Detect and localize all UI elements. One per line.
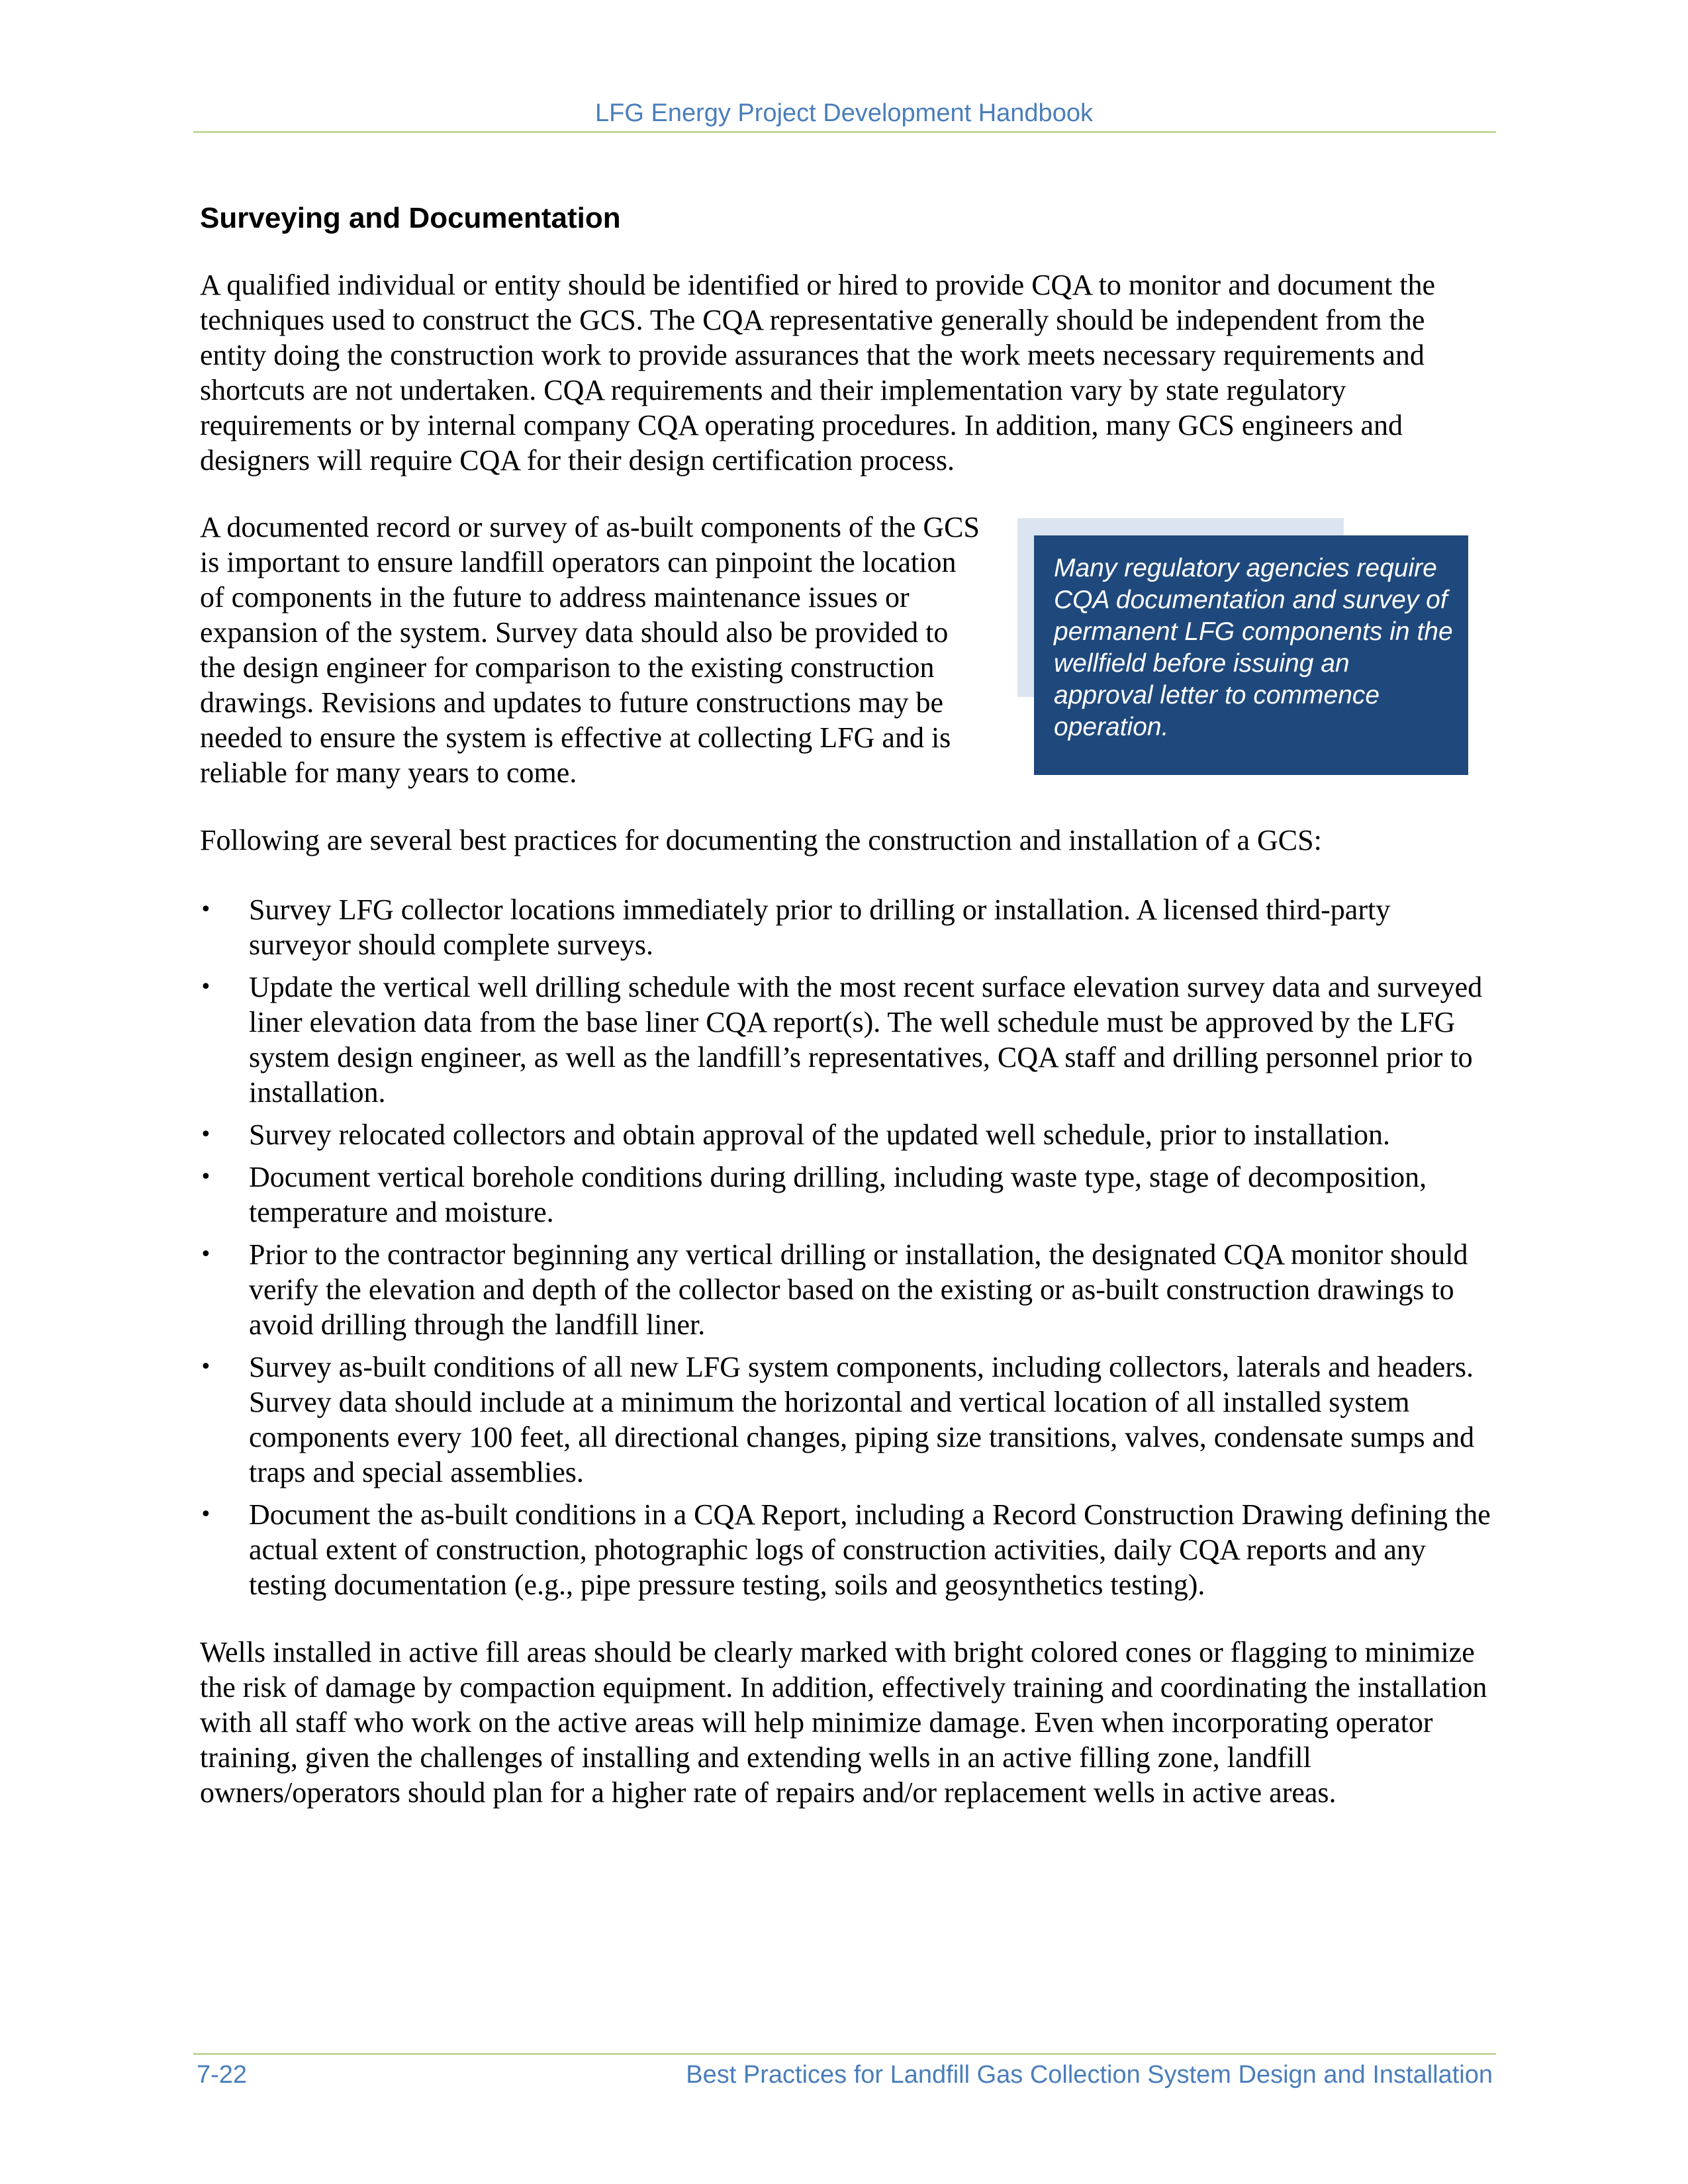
best-practices-list [200,892,1497,1610]
callout-box [1034,535,1468,775]
body-paragraph-2: A documented record or survey of as-built components of the GCS is important to ensure landfill operators can pinpoint the location of components in the future to address maintenance issues or expansion of the system. Survey data should also be provided to the design engineer for comparison to the existing construction drawings. Revisions and updates to future constructions may be needed to ensure the system is effective at collecting LFG and is reliable for many years to come. [200,511,980,789]
section-heading: Surveying and Documentation [200,202,621,234]
bullet-icon: • [200,1355,212,1379]
bullet-icon: • [200,1243,212,1266]
bullet-icon: • [200,1123,212,1146]
body-paragraph-1: A qualified individual or entity should be identified or hired to provide CQA to monitor and document the techniques used to construct the GCS. The CQA representative generally should be independent from the entity doing the construction work to provide assurances that the work meets necessary requirements and shortcuts are not undertaken. CQA requirements and their implementation vary by state regulatory requirements or by internal company CQA operating procedures. In addition, many GCS engineers and designers will require CQA for their design certification process. [200,269,1436,477]
list-item [200,892,1497,962]
list-item-text: Survey LFG collector locations immediately prior to drilling or installation. A licensed third-party surveyor should complete surveys. [249,893,1391,961]
body-paragraph-4: Wells installed in active fill areas should be clearly marked with bright colored cones or flagging to minimize the risk of damage by compaction equipment. In addition, effectively training and coordinating the installation with all staff who work on the active areas will help minimize damage. Even when incorporating operator training, given the challenges of installing and extending wells in an active filling zone, landfill owners/operators should plan for a higher rate of repairs and/or replacement wells in active areas. [200,1636,1487,1809]
page-number: 7-22 [197,2061,248,2089]
list-item [200,970,1497,1110]
list-item [200,1117,1497,1152]
header-divider [193,131,1496,133]
list-item-text: Prior to the contractor beginning any vertical drilling or installation, the designated CQA monitor should verify the elevation and depth of the collector based on the existing or as-built construction drawings to avoid drilling through the landfill liner. [249,1238,1468,1341]
bullet-icon: • [200,1165,212,1189]
footer-document-title: Best Practices for Landfill Gas Collection System Design and Installation [686,2061,1493,2089]
callout-text: Many regulatory agencies require CQA documentation and survey of permanent LFG components in the wellfield before issuing an approval letter to commence operation. [1054,554,1453,741]
list-item-text: Document vertical borehole conditions during drilling, including waste type, stage of decomposition, temperature and moisture. [249,1161,1427,1228]
list-item [200,1237,1497,1342]
list-item-text: Update the vertical well drilling schedule with the most recent surface elevation survey data and surveyed liner elevation data from the base liner CQA report(s). The well schedule must be approved by the LFG system design engineer, as well as the landfill’s representatives, CQA staff and drilling personnel prior to installation. [249,971,1483,1109]
bullet-icon: • [200,1503,212,1526]
bullet-icon: • [200,898,212,921]
body-paragraph-3: Following are several best practices for documenting the construction and installation of a GCS: [200,824,1322,856]
bullet-icon: • [200,976,212,999]
footer-divider [193,2053,1496,2055]
running-header: LFG Energy Project Development Handbook [595,99,1093,127]
list-item-text: Document the as-built conditions in a CQA Report, including a Record Construction Drawing defining the actual extent of construction, photographic logs of construction activities, daily CQA reports and any testing documentation (e.g., pipe pressure testing, soils and geosynthetics testing). [249,1498,1491,1601]
list-item [200,1160,1497,1230]
list-item-text: Survey as-built conditions of all new LFG system components, including collectors, laterals and headers. Survey data should include at a minimum the horizontal and vertical location of all installed system components every 100 feet, all directional changes, piping size transitions, valves, condensate sumps and traps and special assemblies. [249,1351,1475,1488]
list-item [200,1497,1497,1602]
list-item [200,1349,1497,1490]
list-item-text: Survey relocated collectors and obtain approval of the updated well schedule, prior to installation. [249,1118,1391,1151]
